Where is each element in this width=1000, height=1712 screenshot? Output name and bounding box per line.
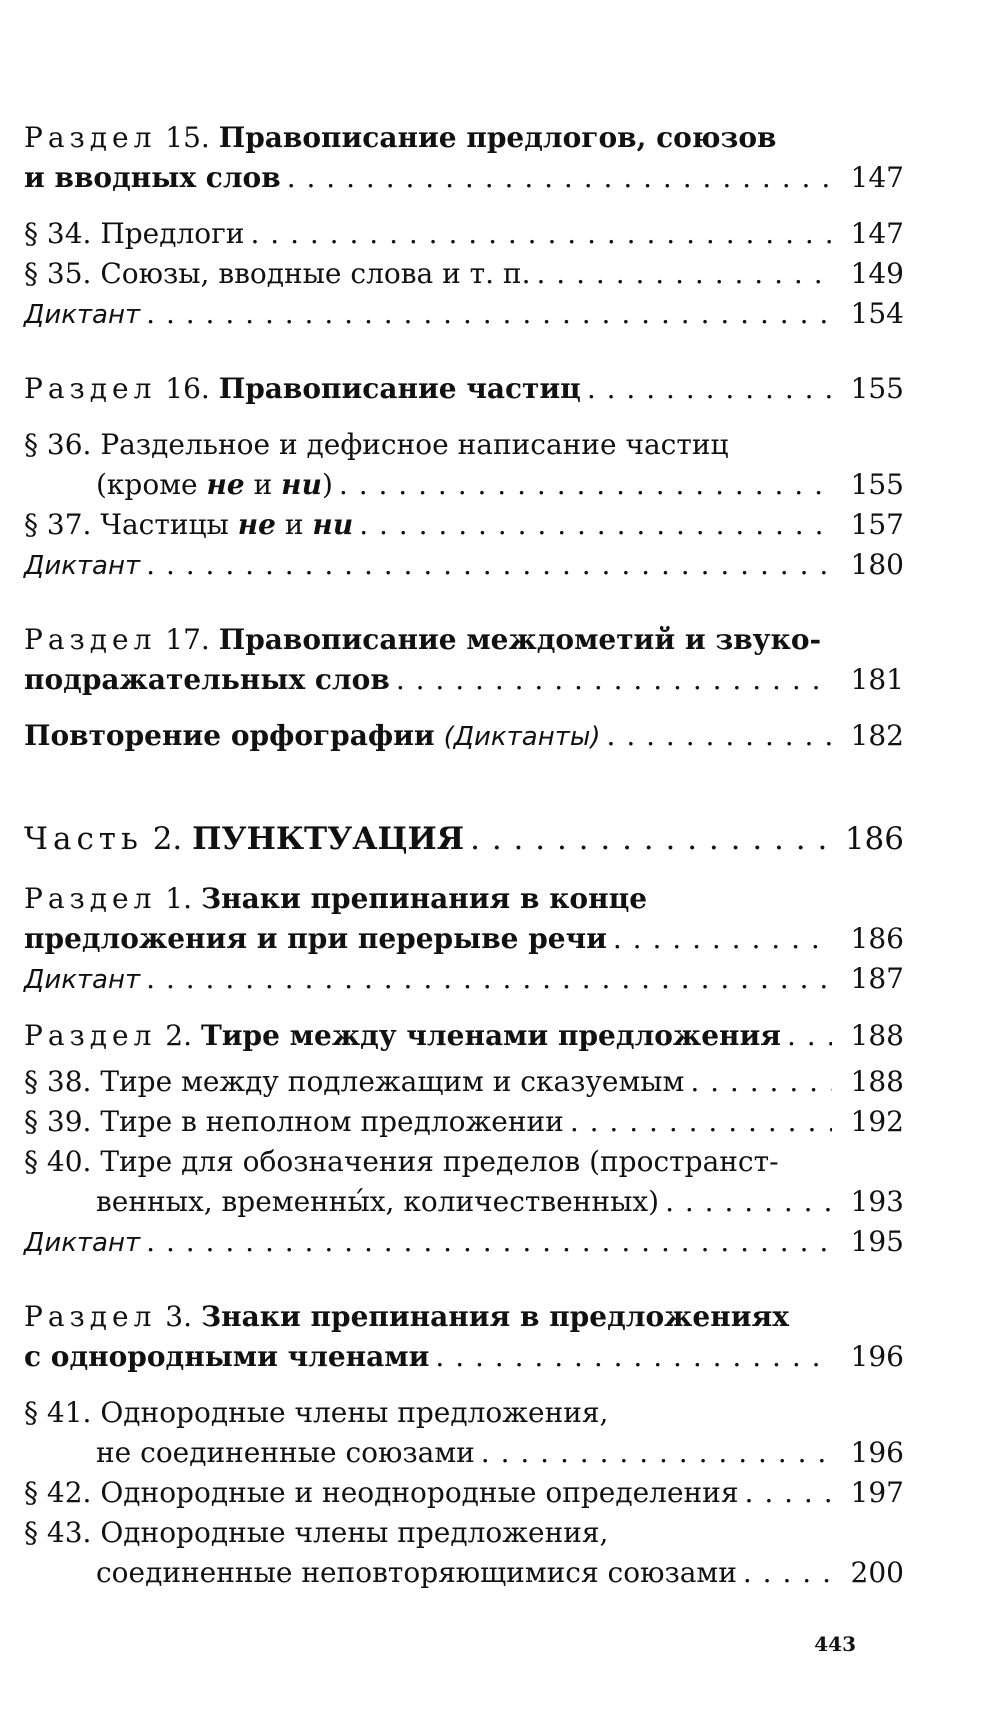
page-ref: 154 xyxy=(850,297,904,330)
leader-dots xyxy=(607,716,832,756)
leader-dots xyxy=(359,505,832,545)
toc-section-1-line2 xyxy=(24,919,904,959)
toc-section-3-line1 xyxy=(24,1297,904,1337)
entry-title: § 39. Тире в неполном предложении xyxy=(24,1105,564,1138)
toc-entry-41-line2 xyxy=(24,1433,904,1473)
page-ref: 200 xyxy=(850,1556,904,1589)
entry-title: § 34. Предлоги xyxy=(24,217,245,250)
section-label: Раздел xyxy=(24,372,157,405)
leader-dots xyxy=(470,815,832,863)
section-title: Тире между членами предложения xyxy=(200,1019,781,1052)
toc-section-2 xyxy=(24,1016,904,1056)
page-ref: 147 xyxy=(850,217,904,250)
page-ref: 192 xyxy=(850,1105,904,1138)
page-number: 443 xyxy=(814,1632,856,1656)
toc-section-15-line1 xyxy=(24,118,904,158)
page-ref: 157 xyxy=(850,508,904,541)
toc-part-2 xyxy=(24,815,904,863)
leader-dots xyxy=(570,1102,832,1142)
leader-dots xyxy=(287,158,832,198)
entry-text: § 37. Частицы xyxy=(24,508,238,541)
toc-entry-42 xyxy=(24,1473,904,1513)
toc-dictation-2 xyxy=(24,545,904,586)
leader-dots xyxy=(745,1473,832,1513)
entry-title-cont: не соединенные союзами xyxy=(96,1436,475,1469)
leader-dots xyxy=(396,660,832,700)
entry-title: § 43. Однородные члены предложения, xyxy=(24,1516,609,1549)
leader-dots xyxy=(481,1433,832,1473)
page-ref: 180 xyxy=(850,548,904,581)
particle-ne: не xyxy=(237,508,276,541)
page-ref: 181 xyxy=(850,663,904,696)
toc-entry-36-line1 xyxy=(24,425,904,465)
section-number: 2. xyxy=(156,1019,193,1052)
section-label: Раздел xyxy=(24,882,157,915)
toc-entry-35 xyxy=(24,254,904,294)
toc-entry-43-line2 xyxy=(24,1553,904,1593)
section-label: Раздел xyxy=(24,623,157,656)
toc-section-3-line2 xyxy=(24,1337,904,1377)
section-title: Знаки препинания в предложениях xyxy=(200,1300,789,1333)
entry-title: § 41. Однородные члены предложения, xyxy=(24,1396,609,1429)
section-title-cont: с однородными членами xyxy=(24,1340,430,1373)
page-ref: 182 xyxy=(850,719,904,752)
page-ref: 195 xyxy=(850,1225,904,1258)
entry-text: и xyxy=(244,468,282,501)
leader-dots xyxy=(537,254,833,294)
leader-dots xyxy=(587,369,832,409)
toc-section-15-line2 xyxy=(24,158,904,198)
part-title: ПУНКТУАЦИЯ xyxy=(192,821,465,857)
toc-dictation-1 xyxy=(24,294,904,335)
entry-title-cont: венных, временны́х, количественных) xyxy=(96,1185,660,1218)
entry-title: Диктант xyxy=(24,551,141,581)
leader-dots xyxy=(146,294,832,334)
leader-dots xyxy=(146,959,832,999)
section-title-cont: и вводных слов xyxy=(24,161,281,194)
review-subtitle: (Диктанты) xyxy=(443,722,601,752)
page-ref: 196 xyxy=(850,1340,904,1373)
toc-entry-34 xyxy=(24,214,904,254)
page-ref: 147 xyxy=(850,161,904,194)
leader-dots xyxy=(665,1182,832,1222)
page-ref: 196 xyxy=(850,1436,904,1469)
section-title: Правописание частиц xyxy=(218,372,581,405)
entry-text: ) xyxy=(321,468,333,501)
toc-section-16 xyxy=(24,369,904,409)
toc-entry-36-line2 xyxy=(24,465,904,505)
toc-entry-43-line1 xyxy=(24,1513,904,1553)
page-ref: 186 xyxy=(850,922,904,955)
leader-dots xyxy=(435,1337,832,1377)
leader-dots xyxy=(339,465,832,505)
leader-dots xyxy=(613,919,832,959)
toc-section-17-line1 xyxy=(24,620,904,660)
section-label: Раздел xyxy=(24,1300,157,1333)
leader-dots xyxy=(250,214,832,254)
page-ref: 149 xyxy=(850,257,904,290)
section-title-cont: предложения и при перерыве речи xyxy=(24,922,607,955)
leader-dots xyxy=(690,1062,832,1102)
toc-entry-41-line1 xyxy=(24,1393,904,1433)
entry-title: § 35. Союзы, вводные слова и т. п. xyxy=(24,257,531,290)
toc-section-17-line2 xyxy=(24,660,904,700)
section-title: Правописание междометий и звуко- xyxy=(218,623,822,656)
part-label: Часть xyxy=(24,821,143,857)
particle-ni: ни xyxy=(281,468,322,501)
section-label: Раздел xyxy=(24,121,157,154)
section-title: Знаки препинания в конце xyxy=(200,882,648,915)
toc-entry-39 xyxy=(24,1102,904,1142)
toc-entry-37 xyxy=(24,505,904,545)
page-ref: 187 xyxy=(850,962,904,995)
section-number: 3. xyxy=(156,1300,193,1333)
toc-dictation-3 xyxy=(24,959,904,1000)
page-ref: 197 xyxy=(850,1476,904,1509)
section-number: 15. xyxy=(156,121,210,154)
entry-title: Диктант xyxy=(24,1228,141,1258)
page-ref: 193 xyxy=(850,1185,904,1218)
section-title: Правописание предлогов, союзов xyxy=(218,121,777,154)
section-title-cont: подражательных слов xyxy=(24,663,390,696)
particle-ni: ни xyxy=(312,508,354,541)
entry-title: § 36. Раздельное и дефисное написание частиц xyxy=(24,428,729,461)
leader-dots xyxy=(743,1553,832,1593)
toc-dictation-4 xyxy=(24,1222,904,1263)
toc-section-1-line1 xyxy=(24,879,904,919)
leader-dots xyxy=(146,545,832,585)
entry-title-cont: соединенные неповторяющимися союзами xyxy=(96,1556,737,1589)
entry-title: Диктант xyxy=(24,965,141,995)
leader-dots xyxy=(787,1016,832,1056)
entry-text: (кроме xyxy=(96,468,207,501)
entry-title: § 38. Тире между подлежащим и сказуемым xyxy=(24,1065,685,1098)
entry-title: Диктант xyxy=(24,300,141,330)
leader-dots xyxy=(146,1222,832,1262)
review-title: Повторение орфографии xyxy=(24,719,435,752)
toc-review xyxy=(24,716,904,757)
section-number: 1. xyxy=(156,882,193,915)
section-number: 16. xyxy=(156,372,210,405)
toc-entry-40-line1 xyxy=(24,1142,904,1182)
page-ref: 188 xyxy=(850,1065,904,1098)
section-number: 17. xyxy=(156,623,210,656)
toc-entry-40-line2 xyxy=(24,1182,904,1222)
page-ref: 155 xyxy=(850,372,904,405)
toc-entry-38 xyxy=(24,1062,904,1102)
entry-text: и xyxy=(275,508,313,541)
particle-ne: не xyxy=(206,468,245,501)
entry-title: § 40. Тире для обозначения пределов (пространст- xyxy=(24,1145,779,1178)
page-ref: 155 xyxy=(850,468,904,501)
part-number: 2. xyxy=(142,821,183,857)
page-ref: 186 xyxy=(844,821,904,857)
table-of-contents xyxy=(24,118,904,1593)
page-ref: 188 xyxy=(850,1019,904,1052)
entry-title: § 42. Однородные и неоднородные определения xyxy=(24,1476,739,1509)
section-label: Раздел xyxy=(24,1019,157,1052)
